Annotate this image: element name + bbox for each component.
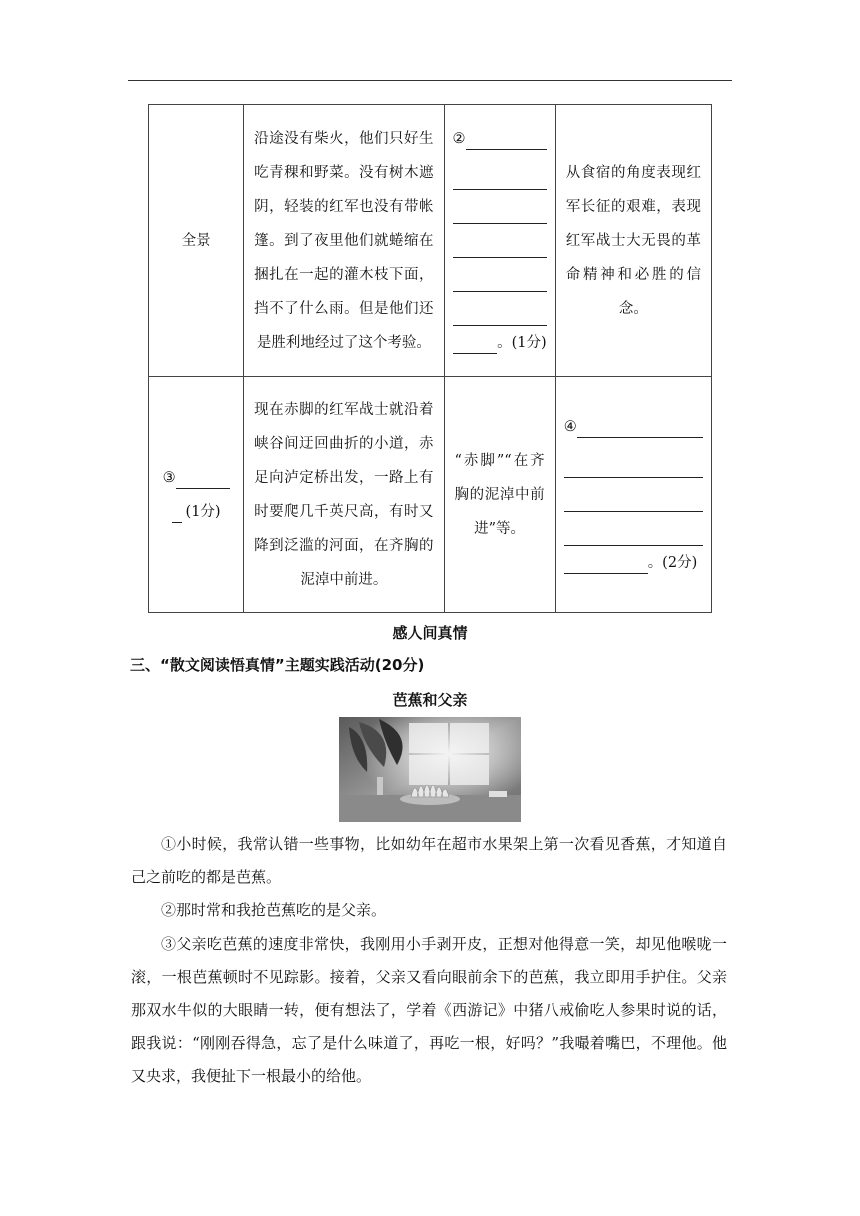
row1-analysis: 从食宿的角度表现红军长征的艰难，表现红军战士大无畏的革命精神和必胜的信念。 — [555, 105, 711, 377]
article-title: 芭蕉和父亲 — [392, 691, 468, 709]
paragraph-2: ②那时常和我抢芭蕉吃的是父亲。 — [161, 901, 387, 919]
row2-text: 现在赤脚的红军战士就沿着峡谷间迂回曲折的小道，赤足向泸定桥出发，一路上有时要爬几千英尺高，有时又降到泛滥的河面，在齐胸的泥淖中前进。 — [244, 377, 444, 613]
table-row — [149, 105, 712, 377]
analysis-table — [148, 104, 712, 613]
section-title: 三、“散文阅读悟真情”主题实践活动(20分) — [130, 656, 425, 674]
row2-answer-blank[interactable]: ④ 。(2分) — [555, 377, 711, 613]
theme-heading: 感人间真情 — [392, 624, 468, 642]
table-row — [149, 377, 712, 613]
row2-label-blank[interactable]: ③ (1分) — [149, 377, 244, 613]
paragraph-3: ③父亲吃芭蕉的速度非常快，我刚用小手剥开皮，正想对他得意一笑，却见他喉咙一滚，一根芭蕉顿时不见踪影。接着，父亲又看向眼前余下的芭蕉，我立即用手护住。父亲那双水牛似的大眼睛一转，便有想法了，学着《西游记》中猪八戒偷吃人参果时说的话，跟我说：“刚刚吞得急，忘了是什么味道了，再吃一根，好吗？”我嘬着嘴巴，不理他。他又央求，我便扯下一根最小的给他。 — [131, 935, 727, 1085]
header-rule — [128, 80, 732, 81]
paragraph-1: ①小时候，我常认错一些事物，比如幼年在超市水果架上第一次看见香蕉，才知道自己之前吃的都是芭蕉。 — [131, 835, 727, 886]
row1-text: 沿途没有柴火，他们只好生吃青稞和野菜。没有树木遮阴，轻装的红军也没有带帐篷。到了夜里他们就蜷缩在捆扎在一起的灌木枝下面，挡不了什么雨。但是他们还是胜利地经过了这个考验。 — [244, 105, 444, 377]
row1-label: 全景 — [149, 105, 244, 377]
row1-answer-blank[interactable]: ② 。(1分) — [444, 105, 555, 377]
row2-keywords: “赤脚”“在齐胸的泥淖中前进”等。 — [444, 377, 555, 613]
banana-window-illustration — [339, 717, 521, 822]
